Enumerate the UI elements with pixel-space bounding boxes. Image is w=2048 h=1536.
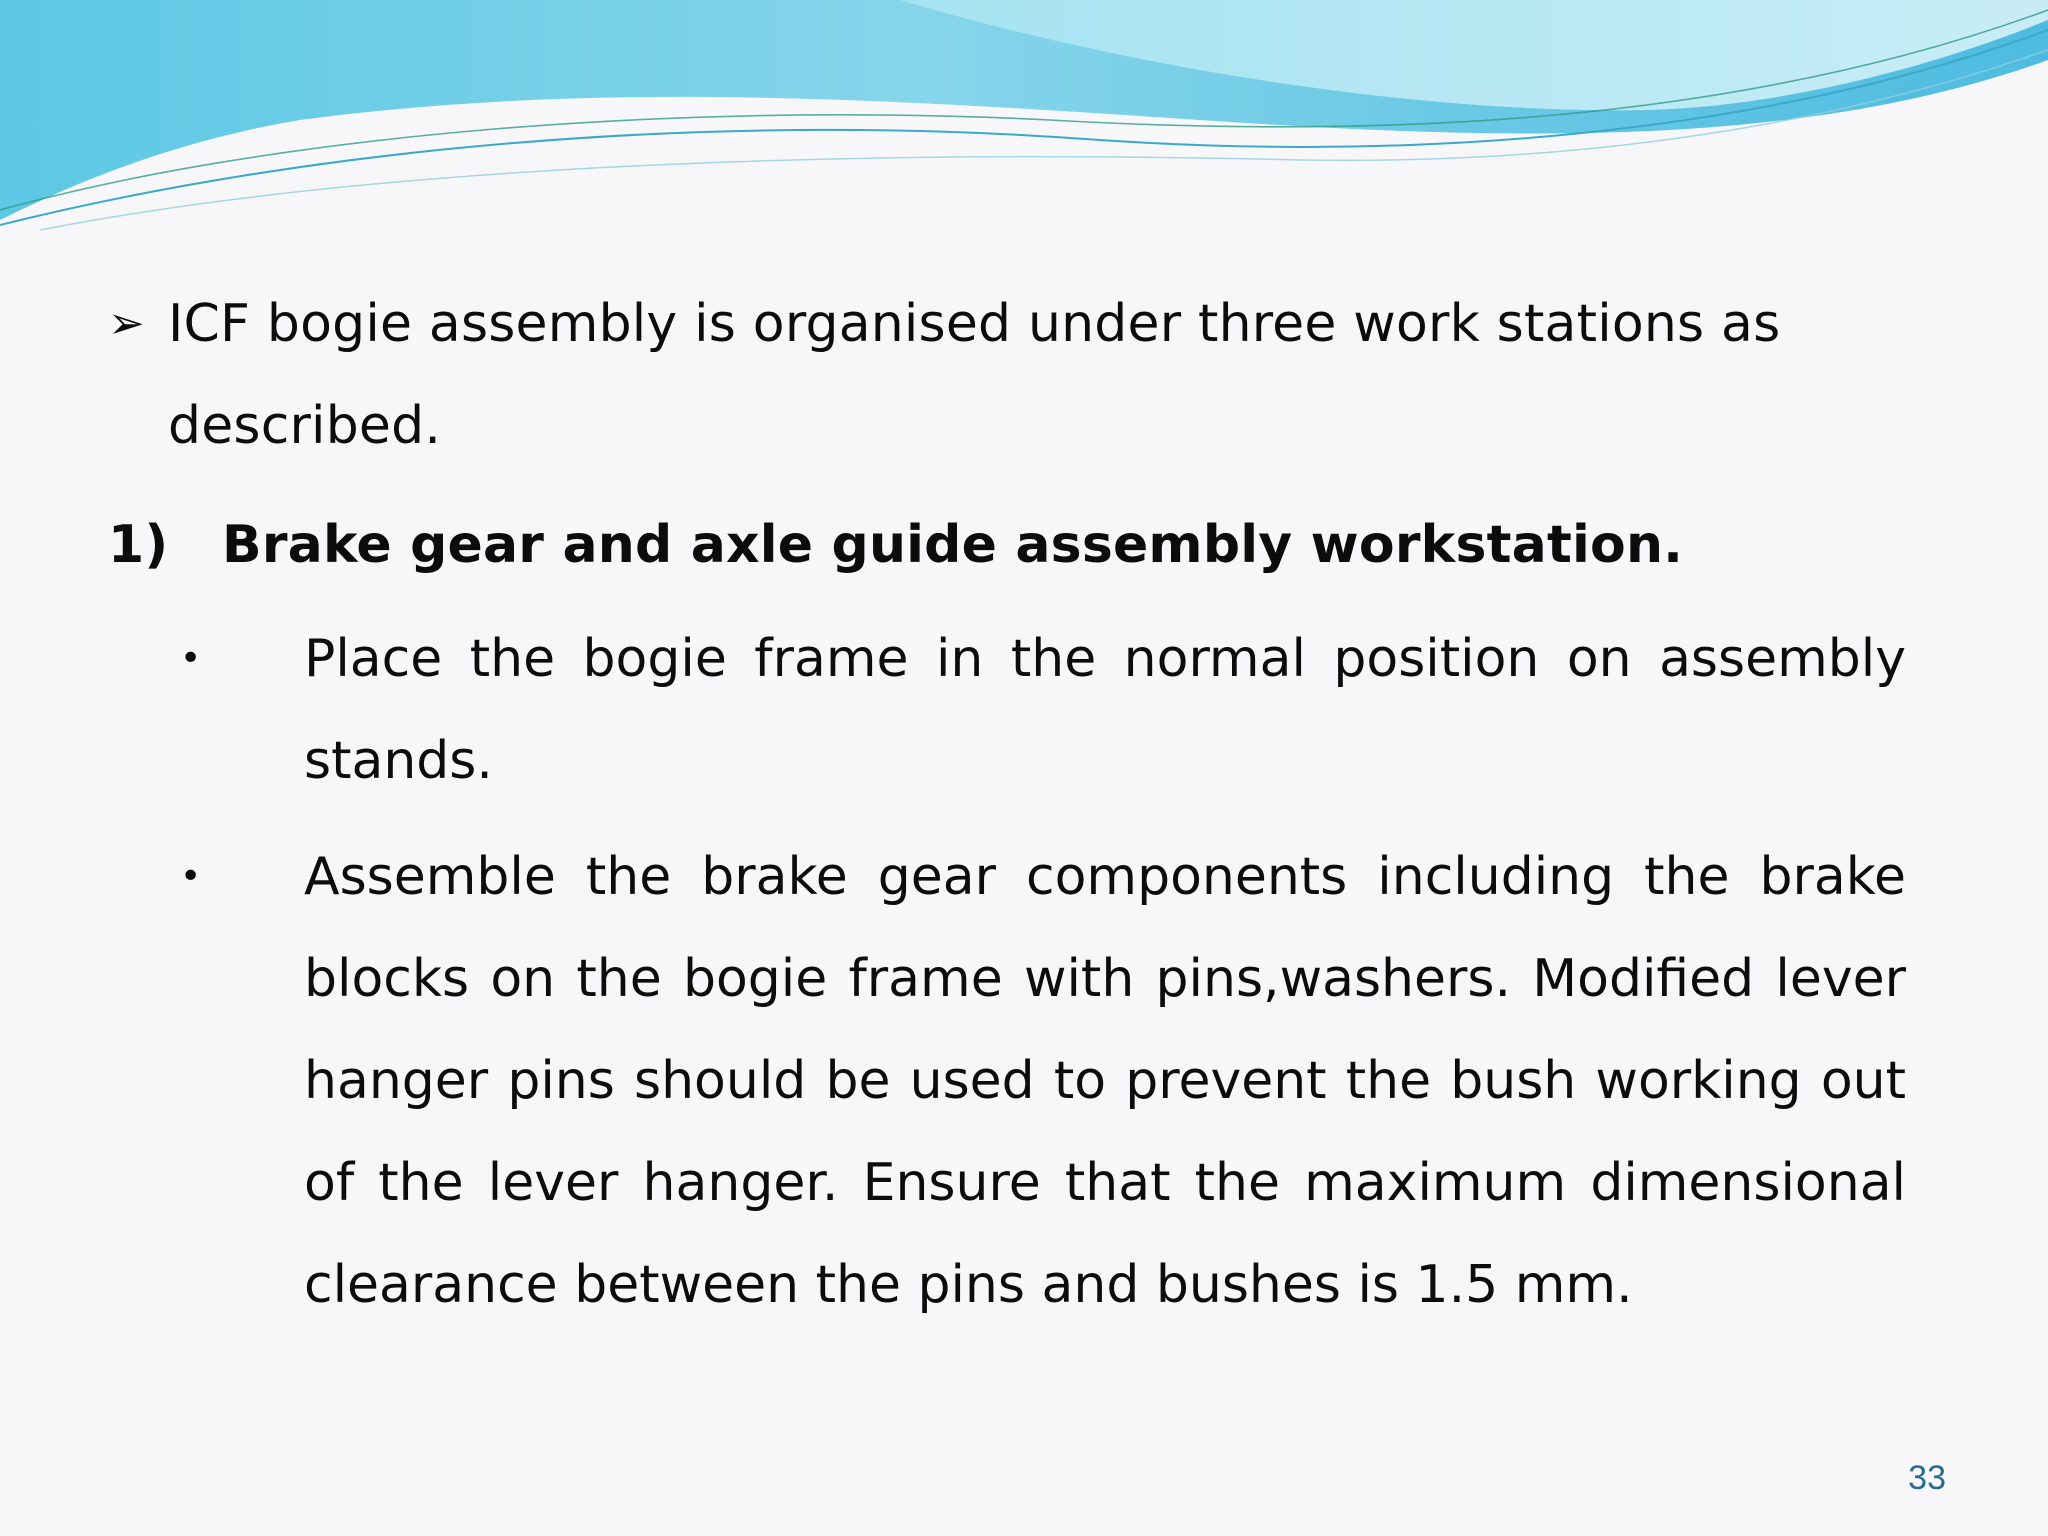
bullet-text: Place the bogie frame in the normal position on assembly stands.: [304, 629, 1906, 791]
intro-text: ICF bogie assembly is organised under three work stations as described.: [168, 294, 1781, 456]
slide-number: 33: [1908, 1459, 1946, 1497]
section-title: Brake gear and axle guide assembly workstation.: [222, 515, 1684, 575]
bullet-dot-icon: •: [180, 638, 202, 679]
arrow-bullet-icon: ➢: [108, 298, 146, 349]
bullet-text: Assemble the brake gear components including the brake blocks on the bogie frame with pins,washers. Modified lever hanger pins should be used to prevent the bush working out of the lever hanger. Ensure that the maximum dimensional clearance between the pins and bushes is 1.5 mm.: [304, 847, 1906, 1315]
header-wave-decoration: [0, 0, 2048, 240]
intro-paragraph: [108, 273, 1938, 477]
bullet-item: [180, 608, 1910, 812]
bullet-item: [180, 826, 1910, 1336]
bullet-dot-icon: •: [180, 856, 202, 897]
section-number: 1): [108, 515, 169, 575]
